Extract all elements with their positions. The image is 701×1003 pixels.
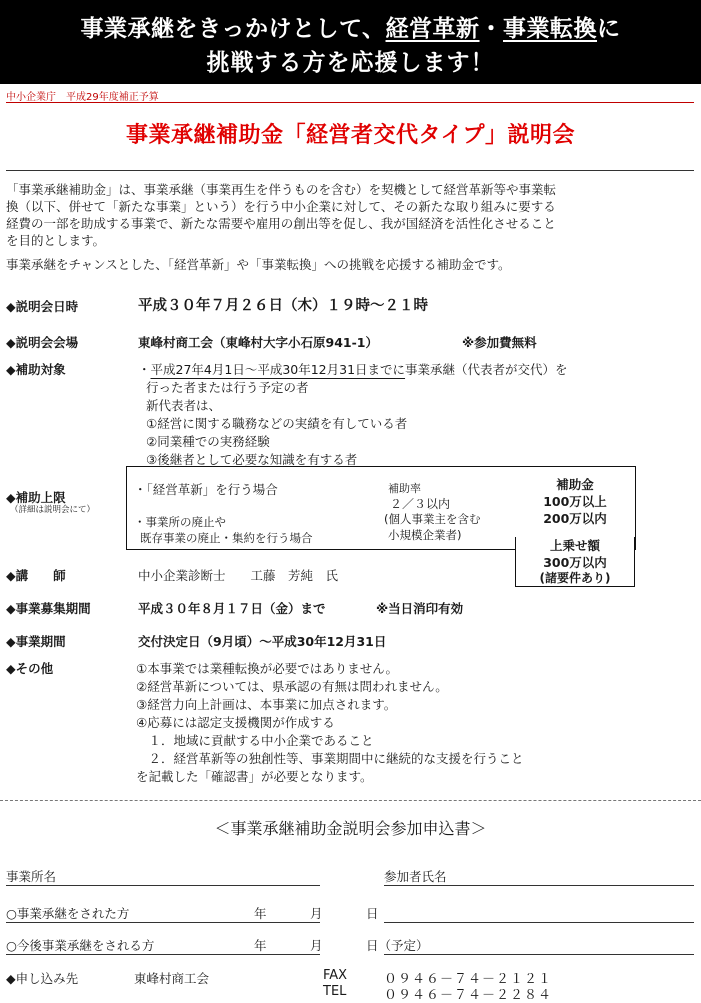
fax-label: FAX	[323, 968, 348, 983]
fax-number: ０９４６－７４－２１２１	[384, 972, 553, 987]
header-banner	[0, 0, 701, 84]
month-label: 月	[310, 938, 323, 953]
target-line: ②同業種での実務経験	[146, 434, 270, 449]
title-divider	[6, 170, 694, 171]
other-label: ◆その他	[6, 661, 54, 676]
banner-line-1: 事業承継をきっかけとして、経営革新・事業転換に	[80, 16, 621, 42]
intro-line: 経費の一部を助成する事業で、新たな需要や雇用の創出等を促し、我が国経済を活性化させること	[6, 216, 556, 231]
venue-fee-note: ※参加費無料	[462, 335, 537, 350]
red-divider	[6, 102, 694, 103]
rate-note-line-1: (個人事業主を含む	[384, 512, 481, 526]
month-label: 月	[310, 906, 323, 921]
amount-min: 100万以上	[543, 494, 607, 509]
tel-label: TEL	[323, 984, 347, 999]
planned-name-field[interactable]	[384, 954, 694, 955]
amount-max: 200万以内	[543, 511, 607, 526]
case-innovation: ・「経営革新」を行う場合	[134, 482, 278, 497]
venue-label: ◆説明会会場	[6, 335, 79, 350]
intro-line: 事業承継をチャンスとした、「経営革新」や「事業転換」への挑戦を応援する補助金です。	[6, 257, 511, 272]
year-label: 年	[254, 906, 267, 921]
recruit-note: ※当日消印有効	[376, 601, 464, 616]
limit-label: ◆補助上限	[6, 490, 66, 505]
datetime-label: ◆説明会日時	[6, 299, 79, 314]
other-line: を記載した「確認書」が必要となります。	[136, 769, 373, 784]
target-line: 行った者または行う予定の者	[146, 380, 309, 395]
lecturer-label: ◆講 師	[6, 568, 66, 583]
target-line: 新代表者は、	[146, 398, 222, 413]
intro-line: 「事業承継補助金」は、事業承継（事業再生を伴うものを含む）を契機として経営革新等や事業転	[6, 182, 557, 197]
target-label: ◆補助対象	[6, 362, 66, 377]
recruit-value: 平成３０年８月１７日（金）まで	[138, 601, 326, 616]
participant-name-field[interactable]	[384, 885, 694, 886]
period-value: 交付決定日（9月頃）～平成30年12月31日	[138, 634, 387, 649]
other-line: ①本事業では業種転換が必要ではありません。	[136, 661, 398, 676]
case-closure-line-1: ・事業所の廃止や	[134, 515, 226, 529]
subheader: 中小企業庁 平成29年度補正予算	[6, 92, 159, 103]
apply-label: ◆申し込み先	[6, 971, 79, 986]
row-planned: ○今後事業承継をされる方	[6, 938, 155, 953]
target-line-1: ・平成27年4月1日～平成30年12月31日までに事業承継（代表者が交代）を	[138, 362, 568, 377]
datetime-value: 平成３０年７月２６日（木）１９時～２１時	[138, 298, 428, 314]
intro-line: を目的とします。	[6, 233, 106, 248]
tel-number: ０９４６－７４－２２８４	[384, 988, 553, 1003]
lecturer-value: 中小企業診断士 工藤 芳純 氏	[138, 568, 339, 583]
year-label: 年	[254, 938, 267, 953]
planned-field[interactable]	[6, 954, 320, 955]
apply-to: 東峰村商工会	[134, 971, 210, 986]
banner-line-2: 挑戦する方を応援します！	[206, 50, 495, 76]
case-closure-line-2: 既存事業の廃止・集約を行う場合	[140, 531, 313, 545]
succeeded-field[interactable]	[6, 922, 320, 923]
page-title: 事業承継補助金「経営者交代タイプ」説明会	[126, 123, 575, 148]
other-line: ②経営革新については、県承認の有無は問われません。	[136, 679, 448, 694]
target-line: ③後継者として必要な知識を有する者	[146, 452, 358, 467]
row-succeeded: ○事業承継をされた方	[6, 906, 130, 921]
extra-title: 上乗せ額	[549, 538, 600, 553]
extra-value: 300万以内	[543, 555, 607, 570]
period-label: ◆事業期間	[6, 634, 66, 649]
amount-title: 補助金	[556, 477, 594, 492]
office-name-field[interactable]	[6, 885, 320, 886]
rate-value: ２／３以内	[390, 497, 451, 511]
cut-line	[0, 800, 701, 801]
other-line: ④応募には認定支援機関が作成する	[136, 715, 335, 730]
succeeded-name-field[interactable]	[384, 922, 694, 923]
rate-label: 補助率	[388, 482, 421, 495]
intro-line: 換（以下、併せて「新たな事業」という）を行う中小企業に対して、その新たな取り組みに要する	[6, 199, 556, 214]
office-name-label: 事業所名	[6, 869, 57, 884]
form-title: ＜事業承継補助金説明会参加申込書＞	[214, 819, 487, 838]
recruit-label: ◆事業募集期間	[6, 601, 91, 616]
extra-note: (諸要件あり)	[539, 571, 611, 585]
day-label: 日	[366, 906, 379, 921]
venue-value: 東峰村商工会（東峰村大字小石原941-1）	[138, 335, 378, 350]
target-line: ①経営に関する職務などの実績を有している者	[146, 416, 408, 431]
rate-note-line-2: 小規模企業者)	[388, 528, 462, 542]
day-planned-label: 日（予定）	[366, 938, 429, 953]
other-line: ２．経営革新等の独創性等、事業期間中に継続的な支援を行うこと	[136, 751, 524, 766]
other-line: ③経営力向上計画は、本事業に加点されます。	[136, 697, 397, 712]
participant-name-label: 参加者氏名	[384, 869, 447, 884]
limit-sublabel: （詳細は説明会にて）	[10, 505, 96, 515]
other-line: １．地域に貢献する中小企業であること	[136, 733, 374, 748]
